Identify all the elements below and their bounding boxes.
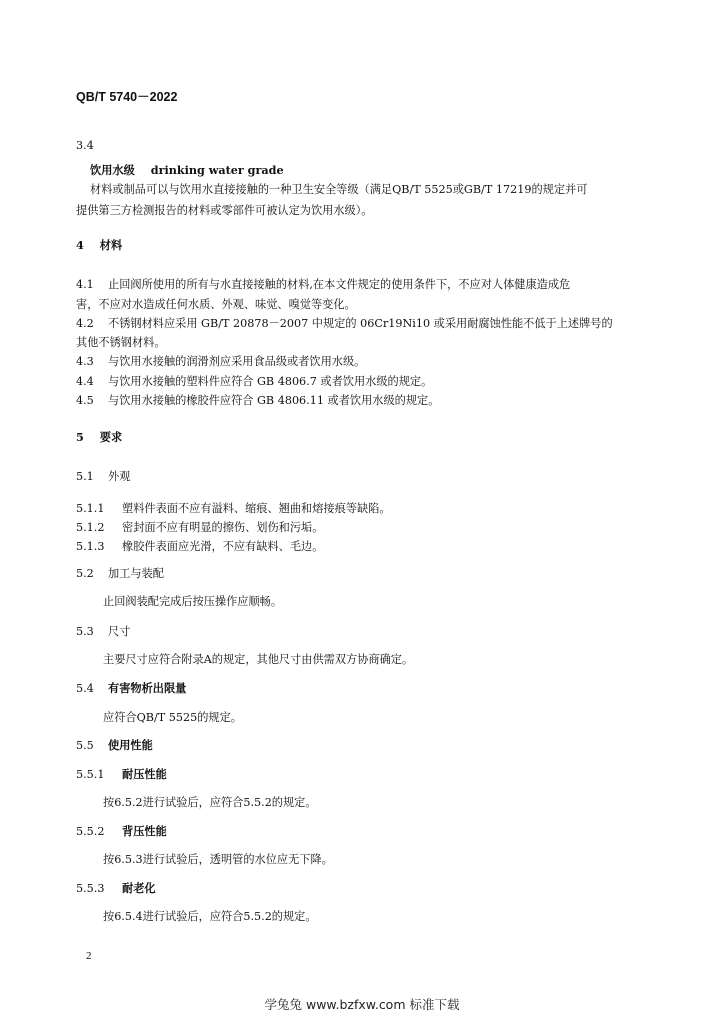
clause-line bbox=[76, 277, 570, 292]
subsection-heading bbox=[76, 681, 186, 696]
clause-text: 止回阀所使用的所有与水直接接触的材料,在本文件规定的使用条件下，不应对人体健康造成危 bbox=[108, 278, 571, 291]
clause-text: 与饮用水接触的塑料件应符合 GB 4806.7 或者饮用水级的规定。 bbox=[108, 375, 433, 388]
subsection-number: 5.1 bbox=[76, 470, 94, 483]
subsection-number: 5.5.1 bbox=[76, 768, 105, 781]
subsection-title: 外观 bbox=[108, 470, 131, 483]
clause-line bbox=[76, 374, 432, 389]
section-heading bbox=[76, 238, 122, 253]
subsection-title: 使用性能 bbox=[108, 738, 153, 752]
subsection-body: 按6.5.2进行试验后，应符合5.5.2的规定。 bbox=[103, 796, 317, 809]
standard-code-header: QB/T 5740－2022 bbox=[76, 90, 178, 104]
clause-number: 4.4 bbox=[76, 375, 94, 388]
section-number: 5 bbox=[76, 430, 84, 444]
clause-text: 与饮用水接触的润滑剂应采用食品级或者饮用水级。 bbox=[108, 355, 366, 368]
clause-text: 密封面不应有明显的擦伤、划伤和污垢。 bbox=[122, 521, 324, 534]
subsection-body: 止回阀装配完成后按压操作应顺畅。 bbox=[103, 595, 283, 608]
clause-number: 3.4 bbox=[76, 139, 94, 152]
clause-number: 4.1 bbox=[76, 278, 94, 291]
subsection-title: 有害物析出限量 bbox=[108, 681, 187, 695]
subsection-body: 主要尺寸应符合附录A的规定，其他尺寸由供需双方协商确定。 bbox=[103, 653, 414, 666]
clause-number: 5.1.3 bbox=[76, 540, 105, 553]
term-definition-line: 提供第三方检测报告的材料或零部件可被认定为饮用水级）。 bbox=[76, 204, 373, 217]
subsection-title: 耐压性能 bbox=[122, 767, 167, 781]
subsection-heading bbox=[76, 566, 164, 581]
clause-text: 与饮用水接触的橡胶件应符合 GB 4806.11 或者饮用水级的规定。 bbox=[108, 394, 440, 407]
clause-number: 4.2 bbox=[76, 317, 94, 330]
term-heading bbox=[90, 163, 284, 178]
subsection-title: 背压性能 bbox=[122, 824, 167, 838]
clause-number: 5.1.2 bbox=[76, 521, 105, 534]
subsection-title: 尺寸 bbox=[108, 625, 131, 638]
download-site-watermark: 学兔兔 www.bzfxw.com 标准下载 bbox=[264, 997, 460, 1012]
clause-line bbox=[76, 501, 391, 516]
subsection-number: 5.3 bbox=[76, 625, 94, 638]
term-definition-line: 材料或制品可以与饮用水直接接触的一种卫生安全等级（满足QB/T 5525或GB/T 17219的规定并可 bbox=[90, 183, 588, 196]
subsection-body: 按6.5.4进行试验后，应符合5.5.2的规定。 bbox=[103, 910, 317, 923]
clause-line bbox=[76, 393, 439, 408]
clause-line bbox=[76, 539, 323, 554]
subsection-heading bbox=[76, 881, 156, 896]
subsection-body: 按6.5.3进行试验后，透明管的水位应无下降。 bbox=[103, 853, 333, 866]
subsection-number: 5.5 bbox=[76, 739, 94, 752]
page-number: 2 bbox=[86, 950, 92, 962]
clause-number: 5.1.1 bbox=[76, 502, 105, 515]
subsection-number: 5.2 bbox=[76, 567, 94, 580]
term-chinese: 饮用水级 bbox=[90, 163, 135, 177]
clause-continuation: 害，不应对水造成任何水质、外观、味觉、嗅觉等变化。 bbox=[76, 298, 356, 311]
subsection-heading bbox=[76, 469, 130, 484]
clause-text: 橡胶件表面应光滑，不应有缺料、毛边。 bbox=[122, 540, 324, 553]
term-english: drinking water grade bbox=[150, 163, 284, 177]
clause-text: 塑料件表面不应有溢料、缩痕、翘曲和熔接痕等缺陷。 bbox=[122, 502, 391, 515]
clause-line bbox=[76, 316, 613, 331]
subsection-heading bbox=[76, 624, 130, 639]
subsection-heading bbox=[76, 767, 167, 782]
clause-continuation: 其他不锈钢材料。 bbox=[76, 336, 166, 349]
clause-number: 4.3 bbox=[76, 355, 94, 368]
subsection-heading bbox=[76, 738, 153, 753]
subsection-number: 5.5.3 bbox=[76, 882, 105, 895]
section-title: 要求 bbox=[99, 430, 123, 444]
section-number: 4 bbox=[76, 238, 84, 252]
subsection-title: 耐老化 bbox=[122, 881, 156, 895]
subsection-heading bbox=[76, 824, 167, 839]
clause-line bbox=[76, 520, 323, 535]
clause-text: 不锈钢材料应采用 GB/T 20878－2007 中规定的 06Cr19Ni10 或采用耐腐蚀性能不低于上述牌号的 bbox=[108, 317, 613, 330]
subsection-body: 应符合QB/T 5525的规定。 bbox=[103, 711, 242, 724]
section-heading bbox=[76, 430, 122, 445]
section-title: 材料 bbox=[99, 238, 123, 252]
subsection-number: 5.5.2 bbox=[76, 825, 105, 838]
subsection-title: 加工与装配 bbox=[108, 567, 164, 580]
subsection-number: 5.4 bbox=[76, 682, 94, 695]
clause-line bbox=[76, 354, 365, 369]
clause-number: 4.5 bbox=[76, 394, 94, 407]
